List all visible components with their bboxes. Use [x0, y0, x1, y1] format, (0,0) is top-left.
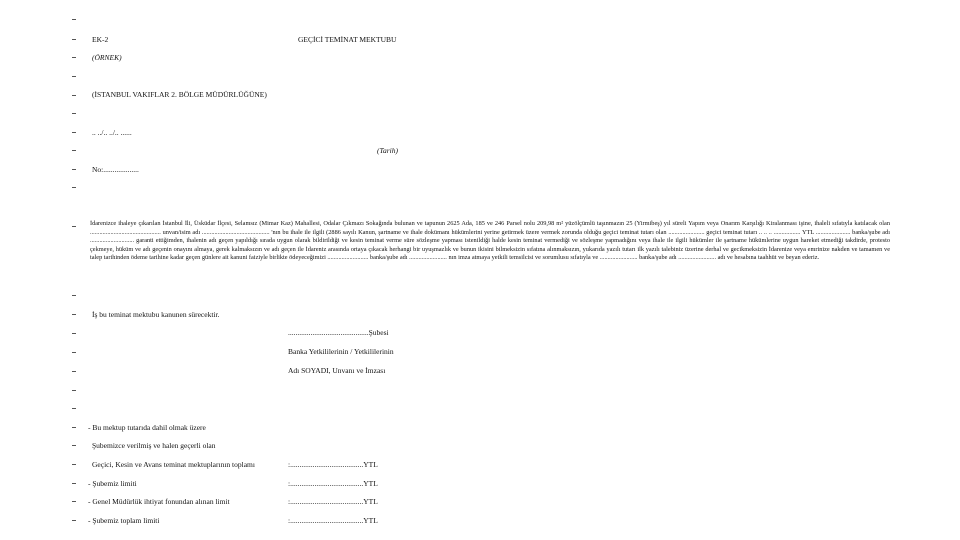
bullet-marker	[72, 113, 76, 114]
footer-note-2: Şubemizce verilmiş ve halen geçerli olan	[92, 441, 216, 450]
bullet-marker	[72, 95, 76, 96]
bullet-marker	[72, 150, 76, 151]
bullet-marker	[72, 19, 76, 20]
bullet-marker	[72, 390, 76, 391]
limit-row-label: - Genel Müdürlük ihtiyat fonundan alınan limit	[88, 497, 230, 506]
footer-note-1: - Bu mektup tutarıda dahil olmak üzere	[88, 423, 206, 432]
bullet-marker	[72, 408, 76, 409]
bullet-marker	[72, 295, 76, 296]
bullet-marker	[72, 427, 76, 428]
limit-row-label: - Şubemiz limiti	[88, 479, 137, 488]
bullet-marker	[72, 187, 76, 188]
sample-label: (ÖRNEK)	[92, 53, 122, 62]
date-placeholder: .. ../.. ../.. ......	[92, 128, 132, 137]
branch-line: ...........................................Şubesi	[288, 328, 389, 337]
date-label: (Tarih)	[377, 146, 398, 155]
bullet-marker	[72, 39, 76, 40]
document-title: GEÇİCİ TEMİNAT MEKTUBU	[298, 35, 397, 44]
bullet-marker	[72, 169, 76, 170]
bullet-marker	[72, 371, 76, 372]
authorized-signatories: Banka Yetkililerinin / Yetkililerinin	[288, 347, 394, 356]
limit-row-label: Geçici, Kesin ve Avans teminat mektuplarının toplamı	[92, 460, 255, 469]
bullet-marker	[72, 464, 76, 465]
bullet-marker	[72, 445, 76, 446]
limit-row-label: - Şubemiz toplam limiti	[88, 516, 160, 525]
reference-number: No:...................	[92, 165, 139, 174]
signatory-name-title: Adı SOYADI, Unvanı ve İmzası	[288, 366, 386, 375]
limit-row-value: :.......................................YTL	[288, 460, 378, 469]
limit-row-value: :.......................................YTL	[288, 479, 378, 488]
guarantee-body-text: İdarenizce ihaleye çıkarılan İstanbul İli, Üsküdar İlçesi, Selamsız (Mimar Kaz) Mahallesi, Odalar Çıkmazı Sokağında bulunan ve tapunun 2625 Ada, 185 ve 246 Parsel nolu 209,98 m² yüzölçümlü taşınmazın 25 (Yirmibeş) yıl süreli Yapım veya Onarım Karşılığı Kiralanması işine, ihaleli sıfatıyla katılacak olan ............................................. unvan/isim adı ........................................... 'nın bu ihale ile ilgili (2886 sayılı Kanun, şartname ve ihale dokümanı hükümlerini yerine getirmek üzere vermek zorunda olduğu geçici teminat tutarı olan ....................... geçici teminat tutarı .. .. .. ................. YTL ...................... banka/şube adı ............................ garanti ettiğimden, ihalenin adı geçen yapıldığı sırada uygun olarak bildirildiği ve kesin teminat verme süre sözleşme yapması istenildiği halde kesin teminat vermediği ve sözleşme yapmadığını veya ihale ile ilgili hükümler ile şartname hükümlerine uygun hareket etmediği takdirde, protesto çekmeye, hüküm ve adı geçenin onayını almaya, gerek kalmaksızın ve adı geçen ile İdareniz arasında ortaya çıkacak herhangi bir uyuşmazlık ve bunun ikisini bilmeksizin sıfatına alınmaksızın, yukarıda yazılı tutarı ilk yazılı talebiniz üzerine derhal ve gecikmeksizin İdarenize veya emrinize nakden ve tamamen ve talep tarihinden ödeme tarihine kadar geçen günlere ait kanuni faiziyle birlikte ödeyeceğimizi .......................... banka/şube adı ........................ nın imza atmaya yetkili temsilcisi ve sorumlusu sıfatıyla ve ........................ banka/şube adı ........................ adı ve hesabına taahhüt ve beyan ederiz.	[90, 220, 890, 261]
addressee: (İSTANBUL VAKIFLAR 2. BÖLGE MÜDÜRLÜĞÜNE)	[92, 90, 267, 99]
bullet-marker	[72, 501, 76, 502]
commitment-statement: İş bu teminat mektubu kanunen sürecektir.	[92, 310, 220, 319]
bullet-marker	[72, 314, 76, 315]
bullet-marker	[72, 226, 76, 227]
bullet-marker	[72, 132, 76, 133]
bullet-marker	[72, 333, 76, 334]
annex-label: EK-2	[92, 35, 109, 44]
limit-row-value: :.......................................YTL	[288, 516, 378, 525]
bullet-marker	[72, 352, 76, 353]
bullet-marker	[72, 57, 76, 58]
bullet-marker	[72, 520, 76, 521]
bullet-marker	[72, 76, 76, 77]
limit-row-value: :.......................................YTL	[288, 497, 378, 506]
bullet-marker	[72, 483, 76, 484]
